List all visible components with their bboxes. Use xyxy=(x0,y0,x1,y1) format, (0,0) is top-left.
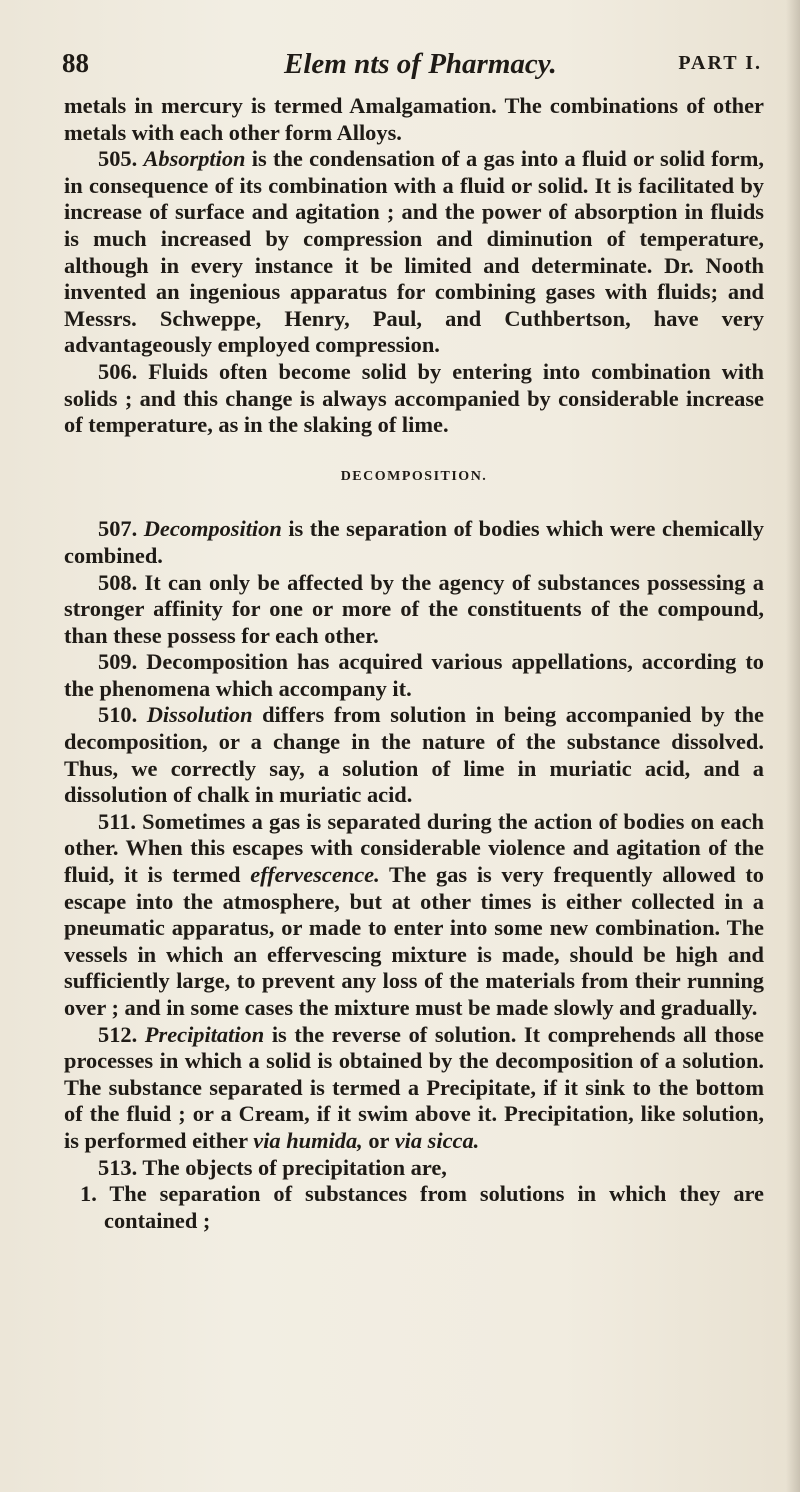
term-precipitation: Precipitation xyxy=(144,1021,265,1047)
term-dissolution: Dissolution xyxy=(146,702,253,728)
paragraph-513: 513. The objects of precipitation are, xyxy=(98,1154,447,1180)
paragraph-510 xyxy=(64,702,764,808)
paragraph-text: is the reverse of solution. It comprehends all those processes in which a solid is obtained by the decomposition of a solution. The substance separated is termed a Precipitate, if it sink to the bottom of the fluid ; or a Cream, if it swim above it. Precipitation, like solution, is performed either xyxy=(64,1021,764,1153)
paragraph-number: 505. xyxy=(98,146,138,172)
paragraph-512 xyxy=(64,1022,764,1155)
paragraph-number: 510. xyxy=(98,702,138,728)
page-number: 88 xyxy=(62,48,89,78)
paragraph-509: 509. Decomposition has acquired various appellations, according to the phenomena which accompany it. xyxy=(64,649,764,701)
paragraph-506: 506. Fluids often become solid by entering into combination with solids ; and this change is always accompanied by considerable increase of temperature, as in the slaking of lime. xyxy=(64,358,764,438)
page-edge-shadow xyxy=(786,0,800,1492)
paragraph-text: The gas is very frequently allowed to escape into the atmosphere, but at other times is either collected in a pneumatic apparatus, or made to enter into some new combination. The vessels in which an effervescing mixture is made, should be high and sufficiently large, to prevent any loss of the materials from their running over ; and in some cases the mixture must be made slowly and gradually. xyxy=(64,862,764,1020)
term-effervescence: effervescence. xyxy=(250,862,380,888)
term-decomposition: Decomposition xyxy=(143,516,282,542)
paragraph-507 xyxy=(64,516,764,569)
term-via-humida: via humida, xyxy=(253,1127,363,1153)
term-via-sicca: via sicca. xyxy=(394,1127,480,1153)
paragraph-text: 511. Sometimes a gas is separated during the action of bodies on each other. When this escapes with considerable violence and agitation of the fluid, it is termed xyxy=(64,808,764,888)
running-header xyxy=(62,48,762,88)
part-label: PART I. xyxy=(678,52,762,74)
paragraph-number: 512. xyxy=(98,1021,138,1047)
term-absorption: Absorption xyxy=(143,146,246,172)
list-item: 1. The separation of substances from solutions in which they are contained ; xyxy=(80,1181,764,1233)
paragraph-505 xyxy=(64,146,764,359)
paragraph-text: is the separation of bodies which were chemically combined. xyxy=(64,516,764,568)
body-text xyxy=(64,93,764,1234)
paragraph-text: is the condensation of a gas into a fluid or solid form, in consequence of its combination with a fluid or solid. It is facilitated by increase of surface and agitation ; and the power of absorption in fluids is much increased by compression and diminution of temperature, although in every instance it be limited and determinate. Dr. Nooth invented an ingenious apparatus for combining gases with fluids; and Messrs. Schweppe, Henry, Paul, and Cuthbertson, have very advantageously employed compression. xyxy=(64,146,764,358)
section-heading: DECOMPOSITION. xyxy=(340,468,488,484)
paragraph-text: differs from solution in being accompanied by the decomposition, or a change in the nature of the substance dissolved. Thus, we correctly say, a solution of lime in muriatic acid, and a dissolution of chalk in muriatic acid. xyxy=(64,702,764,808)
running-title: Elem nts of Pharmacy. xyxy=(284,48,557,80)
paragraph-number: 507. xyxy=(98,516,138,542)
paragraph-508: 508. It can only be affected by the agency of substances possessing a stronger affinity for one or more of the constituents of the compound, than these possess for each other. xyxy=(64,569,764,648)
paragraph-504-end: metals in mercury is termed Amalgamation. The combinations of other metals with each other form Alloys. xyxy=(64,93,764,145)
paragraph-511 xyxy=(64,809,764,1022)
conjunction-or: or xyxy=(368,1127,390,1153)
